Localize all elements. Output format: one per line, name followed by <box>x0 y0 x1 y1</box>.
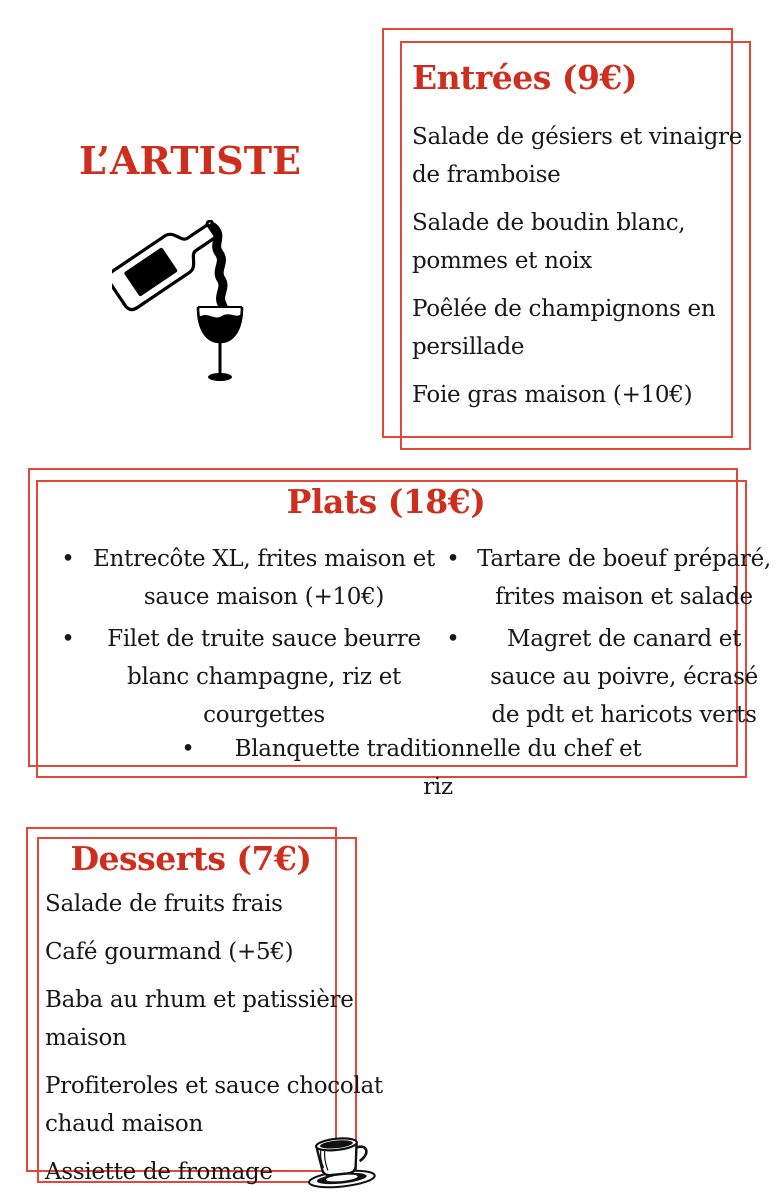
wine-bottle-pouring-into-glass-icon <box>112 220 324 392</box>
menu-item: • Magret de canard et sauce au poivre, écrasé de pdt et haricots verts <box>433 620 775 734</box>
section-entrees <box>382 28 757 453</box>
menu-item: • Tartare de boeuf préparé, frites maison et salade <box>433 540 775 616</box>
bullet-icon: • <box>446 546 460 572</box>
menu-item: Café gourmand (+5€) <box>45 939 294 965</box>
menu-item: Profiteroles et sauce chocolat chaud maison <box>45 1073 383 1137</box>
menu-item: Assiette de fromage <box>45 1159 273 1185</box>
menu-item: • Filet de truite sauce beurre blanc champagne, riz et courgettes <box>48 620 440 734</box>
plats-heading: Plats (18€) <box>286 482 486 521</box>
bullet-icon: • <box>61 626 75 652</box>
menu-item: • Blanquette traditionnelle du chef et riz <box>148 730 648 806</box>
menu-item: Poêlée de champignons en persillade <box>412 296 716 360</box>
menu-item: • Entrecôte XL, frites maison et sauce maison (+10€) <box>48 540 440 616</box>
bullet-icon: • <box>61 546 75 572</box>
bullet-icon: • <box>446 626 460 652</box>
coffee-cup-icon <box>304 1132 378 1190</box>
menu-item: Salade de gésiers et vinaigre de framboise <box>412 124 743 188</box>
section-desserts <box>26 827 383 1192</box>
entrees-heading: Entrées (9€) <box>412 58 637 97</box>
desserts-heading: Desserts (7€) <box>70 839 312 878</box>
menu-item: Foie gras maison (+10€) <box>412 382 693 408</box>
bullet-icon: • <box>181 736 195 762</box>
menu-item: Baba au rhum et patissière maison <box>45 987 354 1051</box>
section-plats <box>28 468 771 800</box>
menu-item: Salade de boudin blanc, pommes et noix <box>412 210 686 274</box>
restaurant-name: L’ARTISTE <box>79 138 301 183</box>
plats-right-column <box>433 540 775 738</box>
plats-left-column <box>48 540 440 738</box>
menu-item: Salade de fruits frais <box>45 891 283 917</box>
